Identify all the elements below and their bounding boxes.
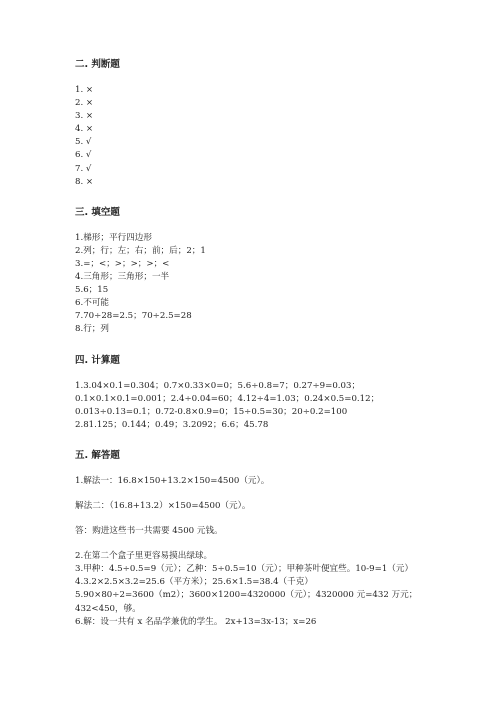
- answer-paragraph: 答：购进这些书一共需要 4500 元钱。: [75, 526, 223, 537]
- answer-line: 2. ×: [75, 98, 94, 109]
- answer-line: 1.3.04×0.1=0.304；0.7×0.33×0=0；5.6÷0.8=7；0.27÷9=0.03；: [75, 380, 361, 391]
- answer-line: 3. ×: [75, 111, 94, 122]
- section-fill-blank: [75, 206, 435, 337]
- answer-line: 4.3.2×2.5×3.2=25.6（平方米）；25.6×1.5=38.4（千克）: [75, 577, 313, 588]
- answer-line: 3.=；<；>；>；>；<: [75, 258, 170, 269]
- answer-line: 5. √: [75, 137, 92, 148]
- answer-line: 4.三角形；三角形；一半: [75, 272, 170, 283]
- answer-line: 8. ×: [75, 176, 94, 187]
- answer-line: 1. ×: [75, 85, 94, 95]
- answer-line: 3.甲种：4.5÷0.5=9（元）；乙种：5÷0.5=10（元）；甲种茶叶便宜些。10-9=1（元）: [75, 564, 414, 575]
- answer-line: 6.解：设一共有 x 名品学兼优的学生。 2x+13=3x-13；x=26: [75, 616, 317, 627]
- answer-line: 2.在第二个盒子里更容易摸出绿球。: [75, 551, 213, 562]
- section-title: 五. 解答题: [75, 449, 120, 461]
- answer-sheet: [75, 58, 435, 629]
- answer-line: 7. √: [75, 163, 92, 174]
- answer-line: 8.行；列: [75, 324, 109, 335]
- answer-line: 4. ×: [75, 124, 94, 135]
- answer-line: 7.70÷28=2.5；70÷2.5=28: [75, 311, 192, 322]
- answer-line: 1.梯形；平行四边形: [75, 232, 152, 243]
- section-word-problems: [75, 449, 435, 629]
- section-title: 三. 填空题: [75, 206, 120, 218]
- section-calculation: [75, 354, 435, 432]
- answer-line: 6. √: [75, 150, 92, 161]
- answer-line: 0.1×0.1×0.1=0.001；2.4÷0.04=60；4.12÷4=1.03；0.24×0.5=0.12；: [75, 393, 380, 404]
- answer-line: 6.不可能: [75, 298, 109, 309]
- answer-paragraph: 解法二：（16.8+13.2）×150=4500（元）。: [75, 500, 251, 511]
- section-title: 二. 判断题: [75, 59, 120, 70]
- answer-line: 2.81.125；0.144；0.49；3.2092；6.6；45.78: [75, 419, 269, 430]
- section-title: 四. 计算题: [75, 354, 120, 366]
- answer-line: 0.013÷0.13=0.1；0.72-0.8×0.9=0；15÷0.5=30；20÷0.2=100: [75, 406, 348, 417]
- answer-paragraph: 1.解法一：16.8×150+13.2×150=4500（元）。: [75, 475, 270, 486]
- answer-line: 5.90×80÷2=3600（m2）；3600×1200=4320000（元）；4320000 元=432 万元；432<450，够。: [75, 590, 418, 614]
- section-true-false: [75, 58, 435, 189]
- answer-line: 2.列；行；左；右；前；后；2；1: [75, 245, 206, 256]
- answer-line: 5.6；15: [75, 285, 109, 296]
